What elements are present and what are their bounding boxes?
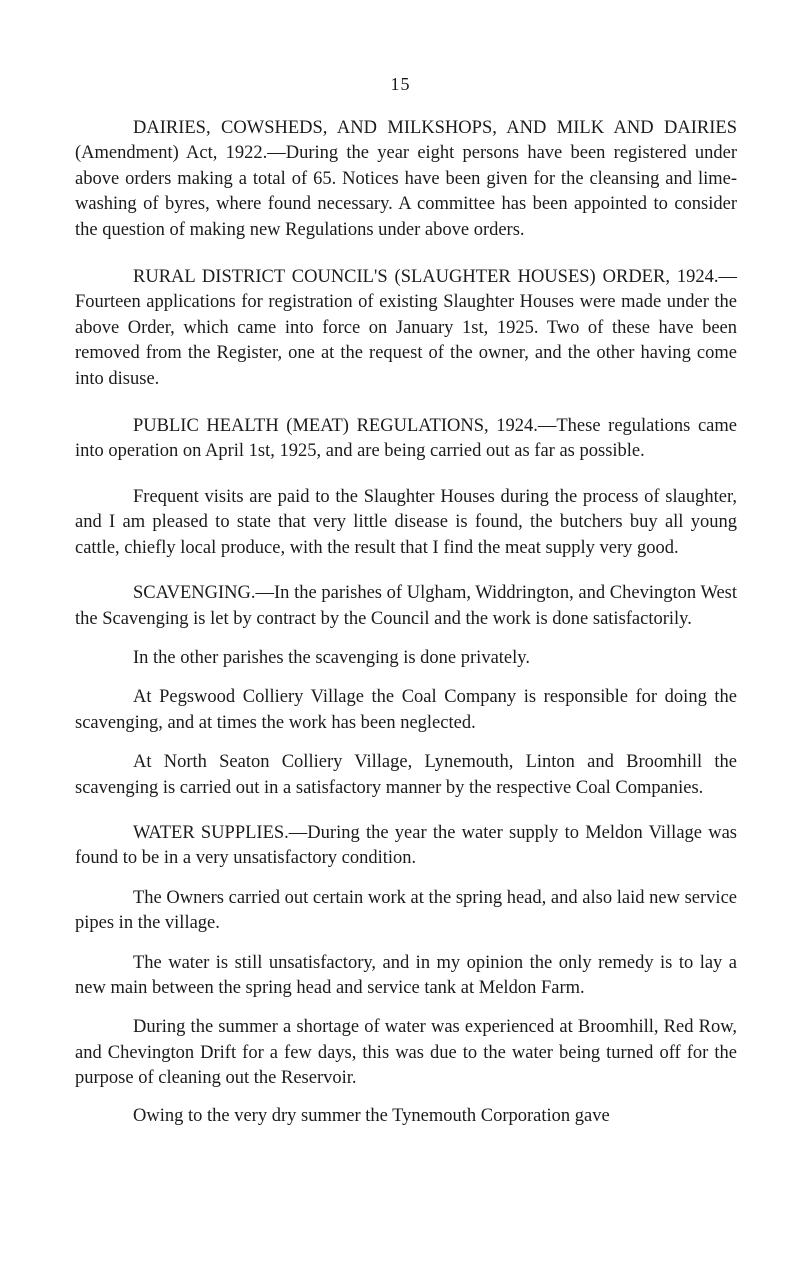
paragraph-north-seaton [75,750,737,801]
page-number: 15 [390,74,411,94]
paragraph-text: SCAVENGING.—In the parishes of Ulgham, Widdrington, and Chevington West the Scavenging is let by contract by the Council and the work is done satisfactorily. [75,583,737,629]
paragraph-slaughter-houses-order [75,265,737,392]
paragraph-summer-shortage [75,1015,737,1091]
paragraph-text: PUBLIC HEALTH (MEAT) REGULATIONS, 1924.—These regulations came into operation on April 1st, 1925, and are being carried out as far as possible. [75,416,737,462]
paragraph-scavenging [75,581,737,632]
paragraph-text: The water is still unsatisfactory, and in my opinion the only remedy is to lay a new main between the spring head and service tank at Meldon Farm. [75,952,737,998]
paragraph-water-supplies [75,821,737,872]
paragraph-text: In the other parishes the scavenging is done privately. [133,647,530,668]
paragraph-text: At North Seaton Colliery Village, Lynemouth, Linton and Broomhill the scavenging is carried out in a satisfactory manner by the respective Coal Companies. [75,752,737,798]
paragraph-text: DAIRIES, COWSHEDS, AND MILKSHOPS, AND MILK AND DAIRIES (Amendment) Act, 1922.—During the year eight persons have been registered under above orders making a total of 65. Notices have been given for the cleansing and lime-washing of byres, where found necessary. A committee has been appointed to consider the question of making new Regulations under above orders. [75,118,737,240]
paragraph-dairies-cowsheds [75,116,737,243]
paragraph-pegswood [75,685,737,736]
paragraph-text: WATER SUPPLIES.—During the year the water supply to Meldon Village was found to be in a very unsatisfactory condition. [75,822,737,869]
paragraph-text: RURAL DISTRICT COUNCIL'S (SLAUGHTER HOUSES) ORDER, 1924.—Fourteen applications for registration of existing Slaughter Houses were made under the above Order, which came into force on January 1st, 1925. Two of these have been removed from the Register, one at the request of the owner, and the other having come into disuse. [75,267,737,389]
paragraph-tynemouth [75,1104,737,1129]
paragraph-text: At Pegswood Colliery Village the Coal Company is responsible for doing the scavenging, and at times the work has been neglected. [75,687,737,733]
document-body [75,116,737,1129]
paragraph-meat-regulations [75,414,737,465]
paragraph-scavenging-private [75,646,737,671]
paragraph-slaughter-visits [75,485,737,561]
paragraph-text: The Owners carried out certain work at the spring head, and also laid new service pipes in the village. [75,887,737,934]
paragraph-water-remedy [75,951,737,1002]
paragraph-text: Owing to the very dry summer the Tynemouth Corporation gave [133,1105,610,1126]
paragraph-text: Frequent visits are paid to the Slaughter Houses during the process of slaughter, and I am pleased to state that very little disease is found, the butchers buy all young cattle, chiefly local produce, with the result that I find the meat supply very good. [75,486,737,558]
paragraph-owners-work [75,886,737,937]
paragraph-text: During the summer a shortage of water was experienced at Broomhill, Red Row, and Chevington Drift for a few days, this was due to the water being turned off for the purpose of cleaning out the Reservoir. [75,1017,737,1089]
